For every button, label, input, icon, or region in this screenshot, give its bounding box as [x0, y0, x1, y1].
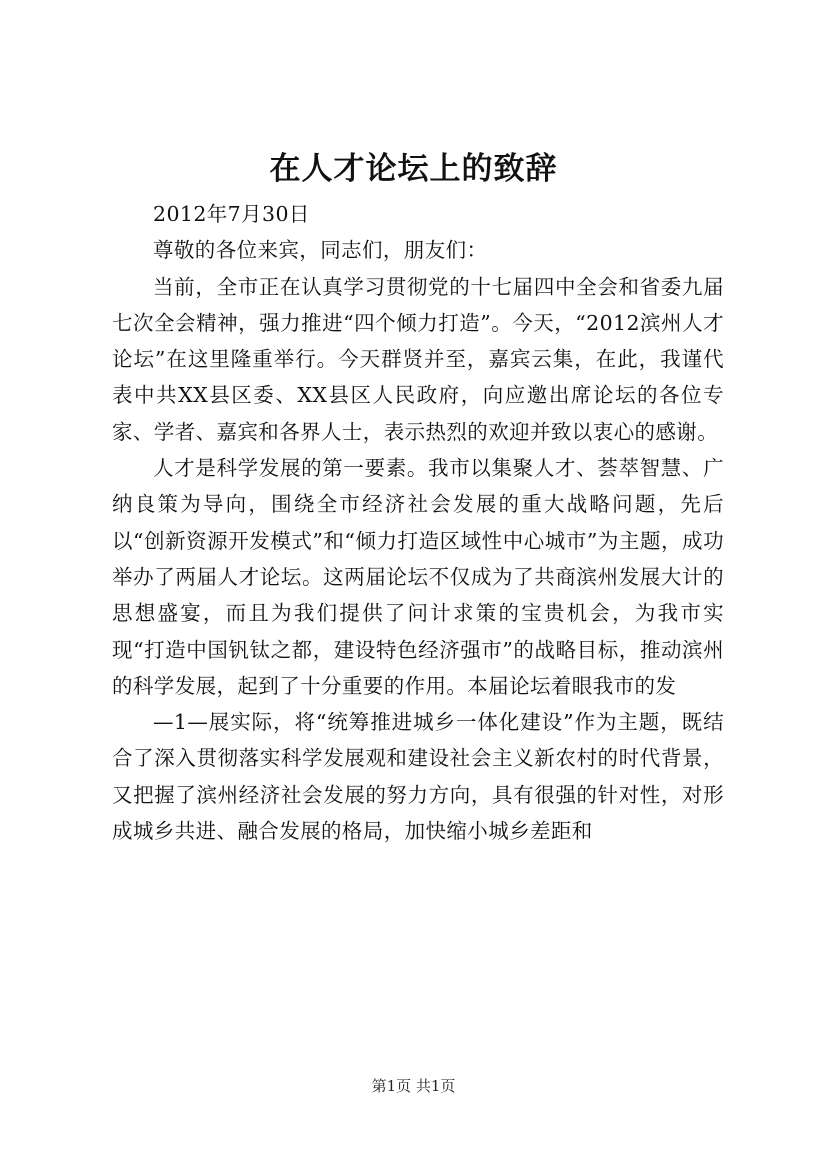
date-line: 2012年7月30日 — [153, 202, 310, 226]
paragraph: 人才是科学发展的第一要素。我市以集聚人才、荟萃智慧、广纳良策为导向，围绕全市经济社会发展的重大战略问题，先后以“创新资源开发模式”和“倾力打造区域性中心城市”为主题，成功举办了两届人才论坛。这两届论坛不仅成为了共商滨州发展大计的思想盛宴，而且为我们提供了问计求策的宝贵机会，为我市实现“打造中国钒钛之都，建设特色经济强市”的战略目标，推动滨州的科学发展，起到了十分重要的作用。本届论坛着眼我市的发 — [112, 456, 724, 698]
document-body — [112, 196, 724, 849]
paragraph: —1—展实际，将“统筹推进城乡一体化建设”作为主题，既结合了深入贯彻落实科学发展观和建设社会主义新农村的时代背景，又把握了滨州经济社会发展的努力方向，具有很强的针对性，对形成城乡共进、融合发展的格局，加快缩小城乡差距和 — [112, 710, 724, 844]
salutation: 尊敬的各位来宾，同志们，朋友们： — [153, 238, 488, 263]
document-title: 在人才论坛上的致辞 — [269, 151, 558, 187]
paragraph: 当前，全市正在认真学习贯彻党的十七届四中全会和省委九届七次全会精神，强力推进“四个倾力打造”。今天，“2012滨州人才论坛”在这里隆重举行。今天群贤并至，嘉宾云集，在此，我谨代表中共XX县区委、XX县区人民政府，向应邀出席论坛的各位专家、学者、嘉宾和各界人士，表示热烈的欢迎并致以衷心的感谢。 — [112, 274, 724, 444]
page-number-footer: 第1页 共1页 — [371, 1077, 456, 1095]
